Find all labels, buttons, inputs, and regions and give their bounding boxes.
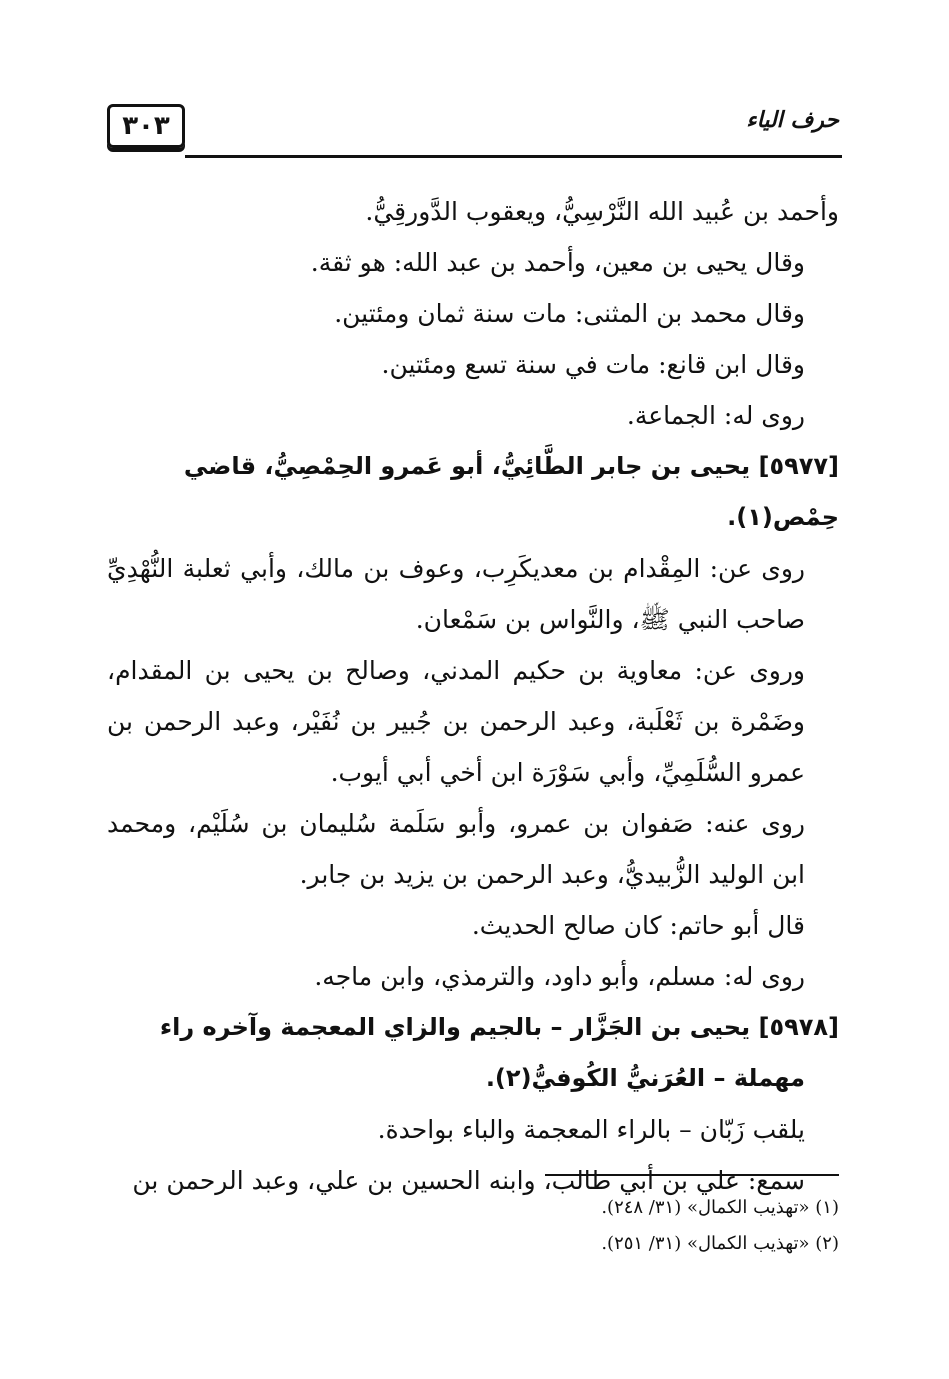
paragraph: وقال يحيى بن معين، وأحمد بن عبد الله: هو ثقة. xyxy=(310,248,805,277)
paragraph: قال أبو حاتم: كان صالح الحديث. xyxy=(471,911,805,940)
page-number: ٣٠٣ xyxy=(107,104,185,148)
paragraph: سمع: علي بن أبي طالب، وابنه الحسين بن علي، وعبد الرحمن بن xyxy=(132,1166,805,1195)
paragraph: وأحمد بن عُبيد الله النَّرْسِيُّ، ويعقوب الدَّورقِيُّ. xyxy=(365,197,839,226)
footnote-rule xyxy=(545,1174,839,1176)
paragraph: روى له: الجماعة. xyxy=(626,401,805,430)
paragraph: روى عنه: صَفوان بن عمرو، وأبو سَلَمة سُليمان بن سُلَيْم، ومحمد ابن الوليد الزُّبيديُّ، وعبد الرحمن بن يزيد بن جابر. xyxy=(107,809,805,889)
running-title: حرف الياء xyxy=(746,108,839,133)
header-rule xyxy=(185,155,842,158)
paragraph: روى له: مسلم، وأبو داود، والترمذي، وابن ماجه. xyxy=(314,962,805,991)
footnote: (٢) «تهذيب الكمال» (٣١/ ٢٥١). xyxy=(601,1233,839,1254)
entry-heading-5977: [٥٩٧٧] يحيى بن جابر الطَّائِيُّ، أبو عَمرو الحِمْصِيُّ، قاضي حِمْص(١). xyxy=(183,452,839,531)
paragraph: وروى عن: معاوية بن حكيم المدني، وصالح بن يحيى بن المقدام، وضَمْرة بن ثَعْلَبة، وعبد الرحمن بن جُبير بن نُفَيْر، وعبد الرحمن بن عمرو السُّلَمِيِّ، وأبي سَوْرَة ابن أخي أبي أيوب. xyxy=(107,656,805,787)
paragraph: يلقب زَبّان – بالراء المعجمة والباء بواحدة. xyxy=(377,1115,805,1144)
paragraph: وقال ابن قانع: مات في سنة تسع ومئتين. xyxy=(381,350,805,379)
paragraph: وقال محمد بن المثنى: مات سنة ثمان ومئتين. xyxy=(334,299,805,328)
entry-heading-5978: [٥٩٧٨] يحيى بن الجَزَّار – بالجيم والزاي المعجمة وآخره راء مهملة – العُرَنيُّ الكُوفيُّ(٢). xyxy=(159,1013,839,1092)
footnotes xyxy=(107,1190,839,1262)
paragraph: روى عن: المِقْدام بن معديكَرِب، وعوف بن مالك، وأبي ثعلبة النُّهْدِيِّ صاحب النبي ﷺ، والنَّواس بن سَمْعان. xyxy=(107,554,805,634)
main-text xyxy=(107,186,839,1206)
footnote: (١) «تهذيب الكمال» (٣١/ ٢٤٨). xyxy=(601,1197,839,1218)
